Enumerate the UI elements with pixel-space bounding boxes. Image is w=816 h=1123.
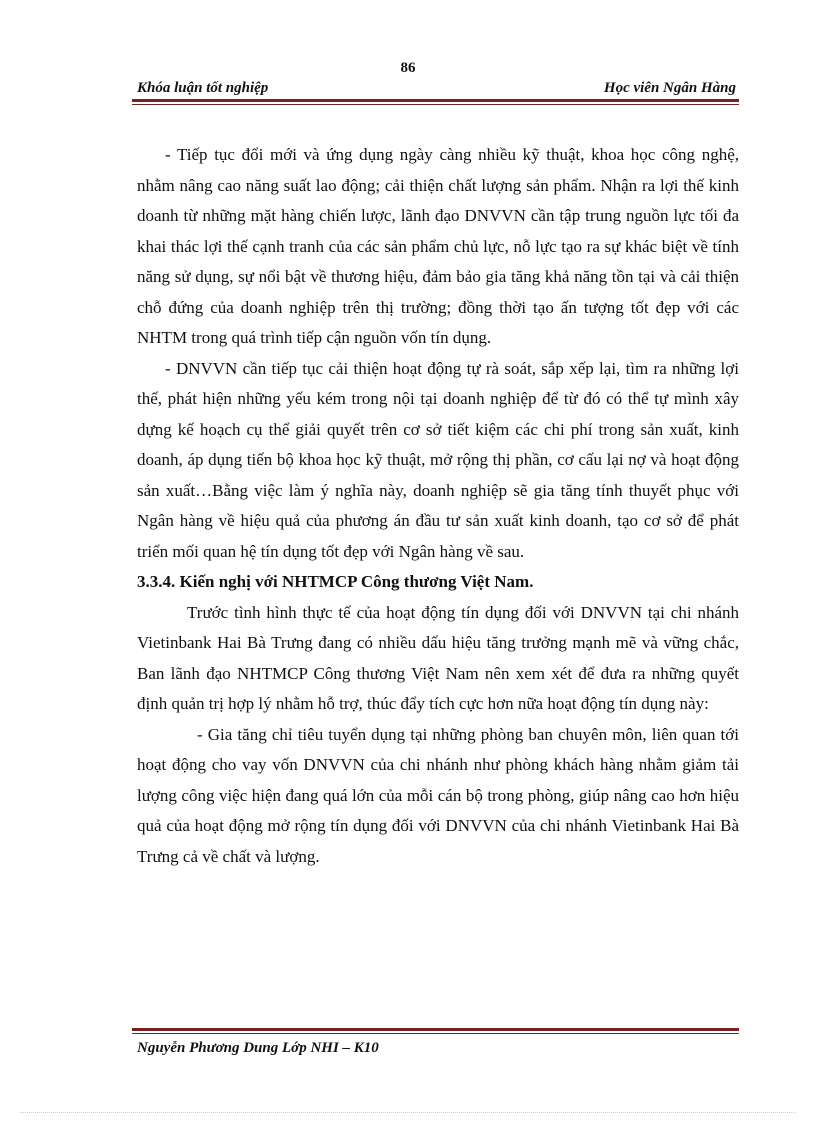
paragraph-restructuring: - DNVVN cần tiếp tục cải thiện hoạt động tự rà soát, sắp xếp lại, tìm ra những lợi thế, phát hiện những yếu kém trong nội tại doanh nghiệp để từ đó có thể tự mình xây dựng kế hoạch cụ thể giải quyết trên cơ sở tiết kiệm các chi phí trong sản xuất, kinh doanh, áp dụng tiến bộ khoa học kỹ thuật, mở rộng thị phần, cơ cấu lại nợ và hoạt động sản xuất…Bằng việc làm ý nghĩa này, doanh nghiệp sẽ gia tăng tính thuyết phục với Ngân hàng về hiệu quả của phương án đầu tư sản xuất kinh doanh, tạo cơ sở để phát triển mối quan hệ tín dụng tốt đẹp với Ngân hàng về sau. <box>137 358 739 561</box>
paragraph-technology: - Tiếp tục đổi mới và ứng dụng ngày càng nhiều kỹ thuật, khoa học công nghệ, nhằm nâng cao năng suất lao động; cải thiện chất lượng sản phẩm. Nhận ra lợi thế kinh doanh từ những mặt hàng chiến lược, lãnh đạo DNVVN cần tập trung nguồn lực tối đa khai thác lợi thế cạnh tranh của các sản phẩm chủ lực, nỗ lực tạo ra sự khác biệt về tính năng sử dụng, sự nổi bật về thương hiệu, đảm bảo gia tăng khả năng tồn tại và cải thiện chỗ đứng của doanh nghiệp trên thị trường; đồng thời tạo ấn tượng tốt đẹp với các NHTM trong quá trình tiếp cận nguồn vốn tín dụng. <box>137 145 739 347</box>
page-number: 86 <box>400 60 416 76</box>
footer-rule-thin <box>132 1033 739 1034</box>
page-bottom-dotted-line <box>20 1112 796 1113</box>
paragraph-intro: Trước tình hình thực tế của hoạt động tín dụng đối với DNVVN tại chi nhánh Vietinbank Hai Bà Trưng đang có nhiều dấu hiệu tăng trưởng mạnh mẽ và vững chắc, Ban lãnh đạo NHTMCP Công thương Việt Nam nên xem xét để đưa ra những quyết định quản trị hợp lý nhằm hỗ trợ, thúc đẩy tích cực hơn nữa hoạt động tín dụng này: <box>137 602 739 713</box>
section-heading: 3.3.4. Kiến nghị với NHTMCP Công thương Việt Nam. <box>137 572 534 591</box>
header-left-title: Khóa luận tốt nghiệp <box>137 80 269 96</box>
header-rule-thin <box>132 104 739 105</box>
paragraph-recruitment: - Gia tăng chỉ tiêu tuyển dụng tại những phòng ban chuyên môn, liên quan tới hoạt động cho vay vốn DNVVN của chi nhánh như phòng khách hàng nhằm giảm tải lượng công việc hiện đang quá lớn của mỗi cán bộ trong phòng, giúp nâng cao hơn hiệu quả của hoạt động mở rộng tín dụng đối với DNVVN của chi nhánh Vietinbank Hai Bà Trưng cả về chất và lượng. <box>137 724 739 866</box>
footer-author: Nguyễn Phương Dung Lớp NHI – K10 <box>137 1040 379 1056</box>
document-body <box>137 140 739 872</box>
header-right-title: Học viên Ngân Hàng <box>603 80 736 96</box>
header-rule-thick <box>132 99 739 102</box>
footer-rule-thick <box>132 1028 739 1031</box>
